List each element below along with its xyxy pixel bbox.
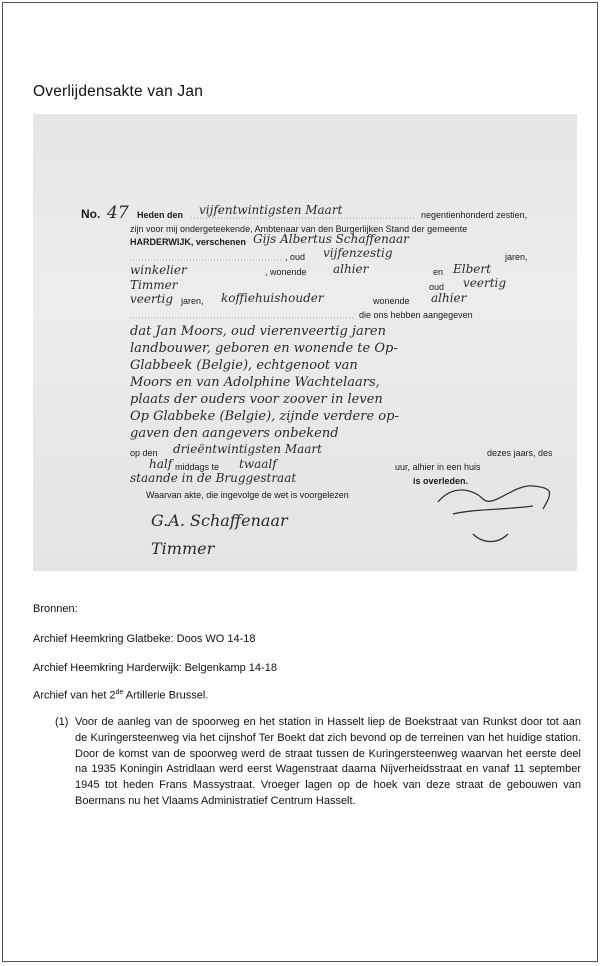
page-title: Overlijdensakte van Jan xyxy=(33,83,204,100)
sources-heading: Bronnen: xyxy=(33,603,78,615)
handwritten-line: vijfenzestig xyxy=(323,246,393,260)
handwritten-line: Moors en van Adolphine Wachtelaars, xyxy=(130,375,380,390)
handwritten-line: veertig xyxy=(463,276,507,290)
printed-line: en xyxy=(433,267,444,277)
printed-line: op den xyxy=(130,448,158,458)
printed-line: middags te xyxy=(175,462,220,472)
handwritten-line: gaven den aangevers onbekend xyxy=(130,426,339,441)
handwritten-line: Glabbeek (Belgie), echtgenoot van xyxy=(130,358,358,373)
printed-line: Heden den xyxy=(137,210,184,220)
scan-drawing xyxy=(33,114,577,571)
printed-line: oud xyxy=(429,282,445,292)
registrar-signature-icon xyxy=(438,486,550,542)
signature-schaffenaar: G.A. Schaffenaar xyxy=(151,511,288,530)
handwritten-line: plaats der ouders voor zoover in leven xyxy=(130,392,383,407)
handwritten-line: staande in de Bruggestraat xyxy=(130,471,297,485)
printed-line: is overleden. xyxy=(413,476,469,486)
handwritten-line: Op Glabbeke (Belgie), zijnde verdere op- xyxy=(130,409,399,424)
handwritten-line: veertig xyxy=(130,292,174,306)
handwritten-line: twaalf xyxy=(239,457,277,471)
deed-number-value: 47 xyxy=(107,203,129,223)
handwritten-line: Timmer xyxy=(130,278,178,292)
handwritten-line: alhier xyxy=(431,291,467,305)
handwritten-line: alhier xyxy=(333,262,369,276)
handwritten-line: winkelier xyxy=(130,263,187,277)
printed-line: negentienhonderd zestien, xyxy=(421,210,528,220)
printed-line: zijn voor mij ondergeteekende, Ambtenaar van den Burgerlijken Stand der gemeente xyxy=(130,224,468,234)
handwritten-line: Elbert xyxy=(453,262,491,276)
printed-line: die ons hebben aangegeven xyxy=(359,310,473,320)
handwritten-line: koffiehuishouder xyxy=(221,291,324,305)
printed-line: wonende xyxy=(373,296,410,306)
printed-line: jaren, xyxy=(181,296,204,306)
printed-line: Waarvan akte, die ingevolge de wet is voorgelezen xyxy=(146,490,349,500)
footnote-text: Voor de aanleg van de spoorweg en het station in Hasselt liep de Boekstraat van Runkst door tot aan de Kuringersteenweg via het cijnshof Ter Boekt dat zich bevond op de terreinen van het huidige station. Door de komst van de spoorweg werd de straat tussen de Kuringersteenweg waarvan het eerste deel na 1935 Koningin Astridlaan werd eerst Wagenstraat daarna Nijverheidsstraat en vanaf 11 september 1945 tot heden Frans Massystraat. Vroeger lagen op de hoek van deze straat de gebouwen van Boermans nu het Vlaams Administratief Centrum Hasselt. xyxy=(75,716,581,807)
source-text: Archief van het 2 xyxy=(33,689,116,702)
handwritten-line: half xyxy=(149,457,173,471)
footnote-number: (1) xyxy=(55,716,69,728)
source-text: Artillerie Brussel. xyxy=(123,689,209,702)
death-certificate-scan xyxy=(33,114,577,571)
handwritten-line: vijfentwintigsten Maart xyxy=(199,203,343,217)
signature-timmer: Timmer xyxy=(151,539,215,558)
printed-line: uur, alhier in een huis xyxy=(395,462,481,472)
printed-line: , wonende xyxy=(265,267,307,277)
printed-line: , oud xyxy=(285,252,306,262)
source-superscript: de xyxy=(115,689,124,696)
printed-line: HARDERWIJK, verschenen xyxy=(130,237,246,247)
handwritten-line: dat Jan Moors, oud vierenveertig jaren xyxy=(130,324,386,339)
source-item xyxy=(33,689,208,702)
source-item: Archief Heemkring Harderwijk: Belgenkamp 14-18 xyxy=(33,662,277,674)
handwritten-line: drieëntwintigsten Maart xyxy=(173,442,322,456)
deed-number-label: No. xyxy=(81,207,101,221)
handwritten-line: Gijs Albertus Schaffenaar xyxy=(253,232,409,246)
printed-line: jaren, xyxy=(505,252,528,262)
handwritten-line: landbouwer, geboren en wonende te Op- xyxy=(130,341,398,356)
source-item: Archief Heemkring Glatbeke: Doos WO 14-18 xyxy=(33,633,256,645)
printed-line: dezes jaars, des xyxy=(487,448,553,458)
